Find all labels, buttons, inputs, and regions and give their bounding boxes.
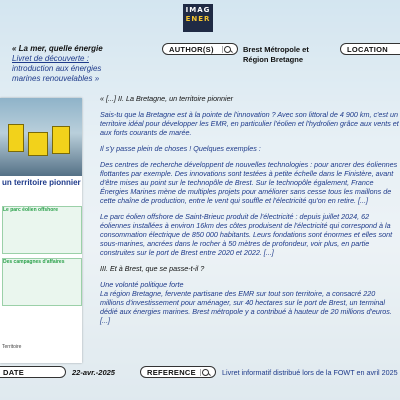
content-subheading: Une volonté politique forte <box>100 280 184 289</box>
buoy-image <box>52 126 70 154</box>
date-value: 22-avr.-2025 <box>72 368 115 377</box>
reference-field[interactable] <box>140 366 216 378</box>
content-paragraph: Sais-tu que la Bretagne est à la pointe de l'innovation ? Avec son littoral de 4 900 km, c'est un territoire idéal pour développer les EMR, en particulier l'éolien et l'hydrolien grâce aux vents et aux forts courants de marée. <box>100 110 399 137</box>
content-heading: « [...] II. La Bretagne, un territoire pionnier <box>100 94 234 103</box>
thumbnail-heading: Le parc éolien offshore <box>3 207 59 213</box>
date-label: DATE <box>3 367 25 377</box>
title-sub-1[interactable]: Livret de découverte : <box>12 54 89 63</box>
reference-label: REFERENCE <box>147 367 196 377</box>
title-prefix: « <box>12 44 19 53</box>
thumbnail-panel <box>2 258 82 306</box>
document-content <box>100 94 400 332</box>
date-field[interactable] <box>0 366 66 378</box>
thumbnail-caption: Territoire <box>2 344 22 350</box>
document-thumbnail[interactable] <box>0 98 82 363</box>
search-icon[interactable] <box>223 45 233 55</box>
thumbnail-heading: Des campagnes d'affaires <box>3 259 65 265</box>
author-value-line-2: Région Bretagne <box>243 55 304 64</box>
title-main: La mer, quelle énergie <box>18 44 103 53</box>
author-value-line-1: Brest Métropole et <box>243 45 309 54</box>
content-paragraph: Le parc éolien offshore de Saint-Brieuc produit de l'électricité : depuis juillet 2024, 62 éoliennes installées à environ 16km des côtes produisent de l'électricité qui correspond à la consommation électrique de 850 000 habitants. Leurs fondations sont énormes et elles sont sous-marines, ancrées dans le rocher à 50 mètres de profondeur, voir plus, en partie construites sur le port de Brest entre 2020 et 2022. [...] <box>100 212 393 257</box>
title-sub-2: introduction aux énergies <box>12 64 102 73</box>
author-value <box>243 45 333 65</box>
app-logo[interactable] <box>183 4 213 32</box>
content-heading: III. Et à Brest, que se passe-t-il ? <box>100 264 205 273</box>
location-label: LOCATION <box>347 44 389 54</box>
content-paragraph: Il s'y passe plein de choses ! Quelques exemples : <box>100 144 261 153</box>
content-paragraph: La région Bretagne, fervente partisane des EMR sur tout son territoire, a consacré 220 millions d'investissement pour aménager, sur 40 hectares sur le port de Brest, un terminal dédié aux énergies marines. Brest métropole y a contribué à hauteur de 20 millions d'euros. [...] <box>100 289 392 325</box>
thumbnail-banner: un territoire pionnier <box>0 178 82 190</box>
search-icon[interactable] <box>201 368 211 378</box>
document-title <box>12 44 152 84</box>
location-field[interactable] <box>340 43 400 55</box>
buoy-image <box>8 124 24 152</box>
logo-line-2: ENER <box>185 15 211 23</box>
buoy-image <box>28 132 48 156</box>
author-label: AUTHOR(S) <box>169 44 214 54</box>
footer-note: Livret informatif distribué lors de la FOWT en avril 2025 <box>222 368 398 377</box>
footer <box>0 366 400 380</box>
thumbnail-panel <box>2 206 82 254</box>
thumbnail-photo <box>0 98 82 176</box>
header <box>0 40 400 90</box>
logo-line-1: IMAG <box>185 6 211 14</box>
content-paragraph: Des centres de recherche développent de nouvelles technologies : pour ancrer des éoliennes flottantes par exemple. Des innovations sont testées à petite échelle dans le Finistère, avant d'être mises au point sur le technopôle de Brest. Sur le technopôle également, France Énergies Marines mène de multiples projets pour améliorer sans cesse tous les maillons de cette chaîne de production, entre le vent qui souffle et l'électricité qu'on en retire. [...] <box>100 160 398 205</box>
title-sub-3: marines renouvelables » <box>12 74 100 83</box>
author-field[interactable] <box>162 43 238 55</box>
